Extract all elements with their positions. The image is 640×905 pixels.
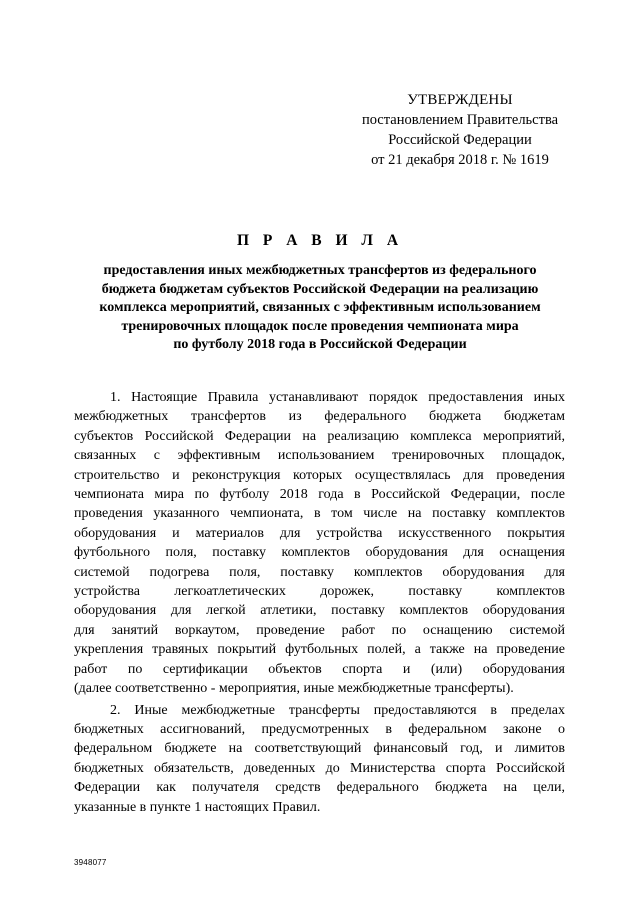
document-subtitle xyxy=(70,262,570,355)
paragraph-1 xyxy=(74,388,565,699)
paragraph-line: оборудования для легкой атлетики, поставку комплектов оборудования xyxy=(74,603,565,619)
paragraph-line: строительство и реконструкция которых осуществлялась для проведения xyxy=(74,467,565,483)
paragraph-line: работ по сертификации объектов спорта и (или) оборудования xyxy=(74,661,565,677)
subtitle-line: тренировочных площадок после проведения чемпионата мира xyxy=(121,318,519,334)
paragraph-line: межбюджетных трансфертов из федерального бюджета бюджетам xyxy=(74,409,565,425)
paragraph-line: оборудования и материалов для устройства искусственного покрытия xyxy=(74,525,565,541)
paragraph-line: футбольного поля, поставку комплектов оборудования для оснащения xyxy=(74,545,565,561)
document-body xyxy=(74,388,565,817)
approval-title: УТВЕРЖДЕНЫ xyxy=(407,92,513,108)
paragraph-line: связанных с эффективным использованием тренировочных площадок, xyxy=(74,448,565,464)
paragraph-2 xyxy=(74,701,565,817)
paragraph-line: (далее соответственно - мероприятия, иные межбюджетные трансферты). xyxy=(74,681,514,697)
approval-line-2: Российской Федерации xyxy=(388,132,532,148)
paragraph-line: 1. Настоящие Правила устанавливают порядок предоставления иных xyxy=(110,390,565,405)
subtitle-line: бюджета бюджетам субъектов Российской Федерации на реализацию xyxy=(101,281,539,297)
paragraph-line: субъектов Российской Федерации на реализацию комплекса мероприятий, xyxy=(74,428,565,444)
paragraph-line: чемпионата мира по футболу 2018 года в Российской Федерации, после xyxy=(74,487,565,503)
approval-line-1: постановлением Правительства xyxy=(361,112,559,128)
paragraph-line: бюджетных обязательств, доведенных до Министерства спорта Российской xyxy=(74,760,565,776)
subtitle-line: предоставления иных межбюджетных трансфертов из федерального xyxy=(103,263,537,278)
paragraph-line: устройства легкоатлетических дорожек, поставку комплектов xyxy=(74,584,565,600)
document-code: 3948077 xyxy=(74,858,107,867)
paragraph-line: указанные в пункте 1 настоящих Правил. xyxy=(74,799,321,815)
paragraph-line: федеральном бюджете на соответствующий финансовый год, и лимитов xyxy=(74,741,565,757)
subtitle-line: комплекса мероприятий, связанных с эффективным использованием xyxy=(99,300,541,315)
paragraph-line: укрепления травяных покрытий футбольных полей, а также на проведение xyxy=(74,642,565,658)
paragraph-line: проведения указанного чемпионата, в том числе на поставку комплектов xyxy=(74,506,565,522)
paragraph-line: 2. Иные межбюджетные трансферты предоставляются в пределах xyxy=(110,702,565,718)
document-title: П Р А В И Л А xyxy=(236,232,404,249)
paragraph-line: бюджетных ассигнований, предусмотренных в федеральном законе о xyxy=(74,721,565,737)
subtitle-line: по футболу 2018 года в Российской Федерации xyxy=(173,337,467,352)
approval-line-3: от 21 декабря 2018 г. № 1619 xyxy=(371,152,549,168)
paragraph-line: системой подогрева поля, поставку комплектов оборудования для xyxy=(74,564,565,580)
paragraph-line: Федерации как получателя средств федерального бюджета на цели, xyxy=(74,780,565,796)
paragraph-line: для занятий воркаутом, проведение работ по оснащению системой xyxy=(74,622,565,638)
approval-block xyxy=(340,90,580,170)
